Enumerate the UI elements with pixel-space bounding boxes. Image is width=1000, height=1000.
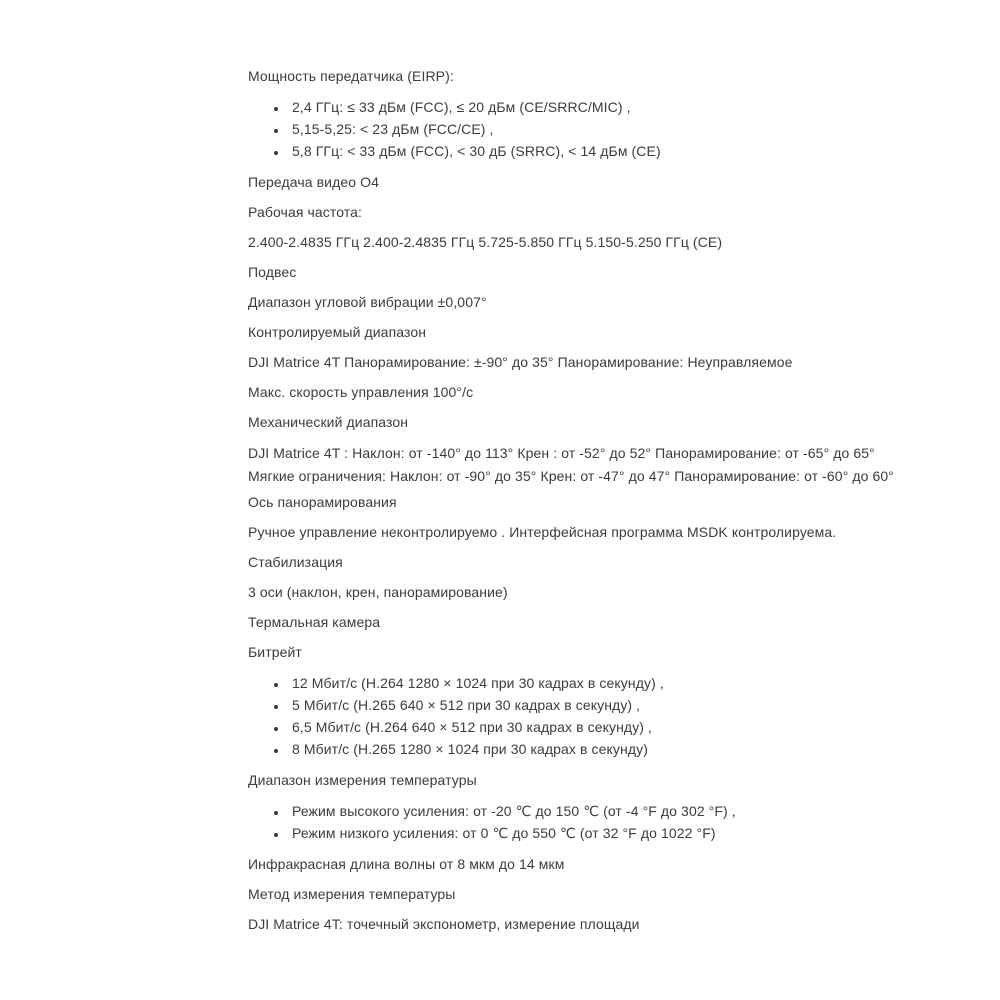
para-controllable-range-value: DJI Matrice 4T Панорамирование: ±-90° до 35° Панорамирование: Неуправляемое — [248, 354, 793, 370]
para-operating-frequency-heading: Рабочая частота: — [248, 204, 363, 220]
list-item-bitrate-8mbit: • 8 Мбит/с (H.265 1280 × 1024 при 30 кадрах в секунду) — [288, 738, 868, 760]
para-controllable-range-heading: Контролируемый диапазон — [248, 324, 427, 340]
list-item-bitrate-5mbit: • 5 Мбит/с (H.265 640 × 512 при 30 кадрах в секунду) , — [288, 694, 868, 716]
list-transmitter-power — [248, 96, 868, 162]
para-pan-axis-value: Ручное управление неконтролируемо . Интерфейсная программа MSDK контролируема. — [248, 524, 837, 540]
para-operating-frequency-value: 2.400-2.4835 ГГц 2.400-2.4835 ГГц 5.725-5.850 ГГц 5.150-5.250 ГГц (CE) — [248, 234, 723, 250]
list-item-eirp-515ghz: • 5,15-5,25: < 23 дБм (FCC/CE) , — [288, 118, 868, 140]
para-thermal-camera-heading: Термальная камера — [248, 614, 381, 630]
para-vibration-range: Диапазон угловой вибрации ±0,007° — [248, 294, 487, 310]
list-bitrate — [248, 672, 868, 760]
para-infrared-wavelength: Инфракрасная длина волны от 8 мкм до 14 мкм — [248, 856, 565, 872]
para-temperature-method-heading: Метод измерения температуры — [248, 886, 456, 902]
para-stabilization-value: 3 оси (наклон, крен, панорамирование) — [248, 584, 508, 600]
list-item-high-gain-mode: • Режим высокого усиления: от -20 ℃ до 150 ℃ (от -4 °F до 302 °F) , — [288, 800, 868, 822]
para-pan-axis-heading: Ось панорамирования — [248, 494, 397, 510]
para-mechanical-range-heading: Механический диапазон — [248, 414, 409, 430]
list-item-bitrate-65mbit: • 6,5 Мбит/с (H.264 640 × 512 при 30 кадрах в секунду) , — [288, 716, 868, 738]
list-item-low-gain-mode: • Режим низкого усиления: от 0 ℃ до 550 ℃ (от 32 °F до 1022 °F) — [288, 822, 868, 844]
para-max-control-speed: Макс. скорость управления 100°/с — [248, 384, 474, 400]
para-gimbal-heading: Подвес — [248, 264, 297, 280]
para-stabilization-heading: Стабилизация — [248, 554, 343, 570]
list-item-bitrate-12mbit: • 12 Мбит/с (H.264 1280 × 1024 при 30 кадрах в секунду) , — [288, 672, 868, 694]
spec-text-column — [248, 66, 894, 944]
list-item-eirp-58ghz: • 5,8 ГГц: < 33 дБм (FCC), < 30 дБ (SRRC), < 14 дБм (CE) — [288, 140, 868, 162]
para-video-transmission: Передача видео O4 — [248, 174, 379, 190]
para-temperature-method-value: DJI Matrice 4T: точечный экспонометр, измерение площади — [248, 916, 640, 932]
list-item-eirp-24ghz: • 2,4 ГГц: ≤ 33 дБм (FCC), ≤ 20 дБм (CE/SRRC/MIC) , — [288, 96, 868, 118]
mechanical-range-line-2: Мягкие ограничения: Наклон: от -90° до 35° Крен: от -47° до 47° Панорамирование: от -60° до 60° — [248, 468, 894, 484]
para-transmitter-power-heading: Мощность передатчика (EIRP): — [248, 68, 454, 84]
para-bitrate-heading: Битрейт — [248, 644, 302, 660]
para-mechanical-range-values — [248, 442, 894, 488]
para-temperature-range-heading: Диапазон измерения температуры — [248, 772, 477, 788]
mechanical-range-line-1: DJI Matrice 4T : Наклон: от -140° до 113° Крен : от -52° до 52° Панорамирование: от -65° до 65° — [248, 445, 875, 461]
list-temperature-range — [248, 800, 868, 844]
